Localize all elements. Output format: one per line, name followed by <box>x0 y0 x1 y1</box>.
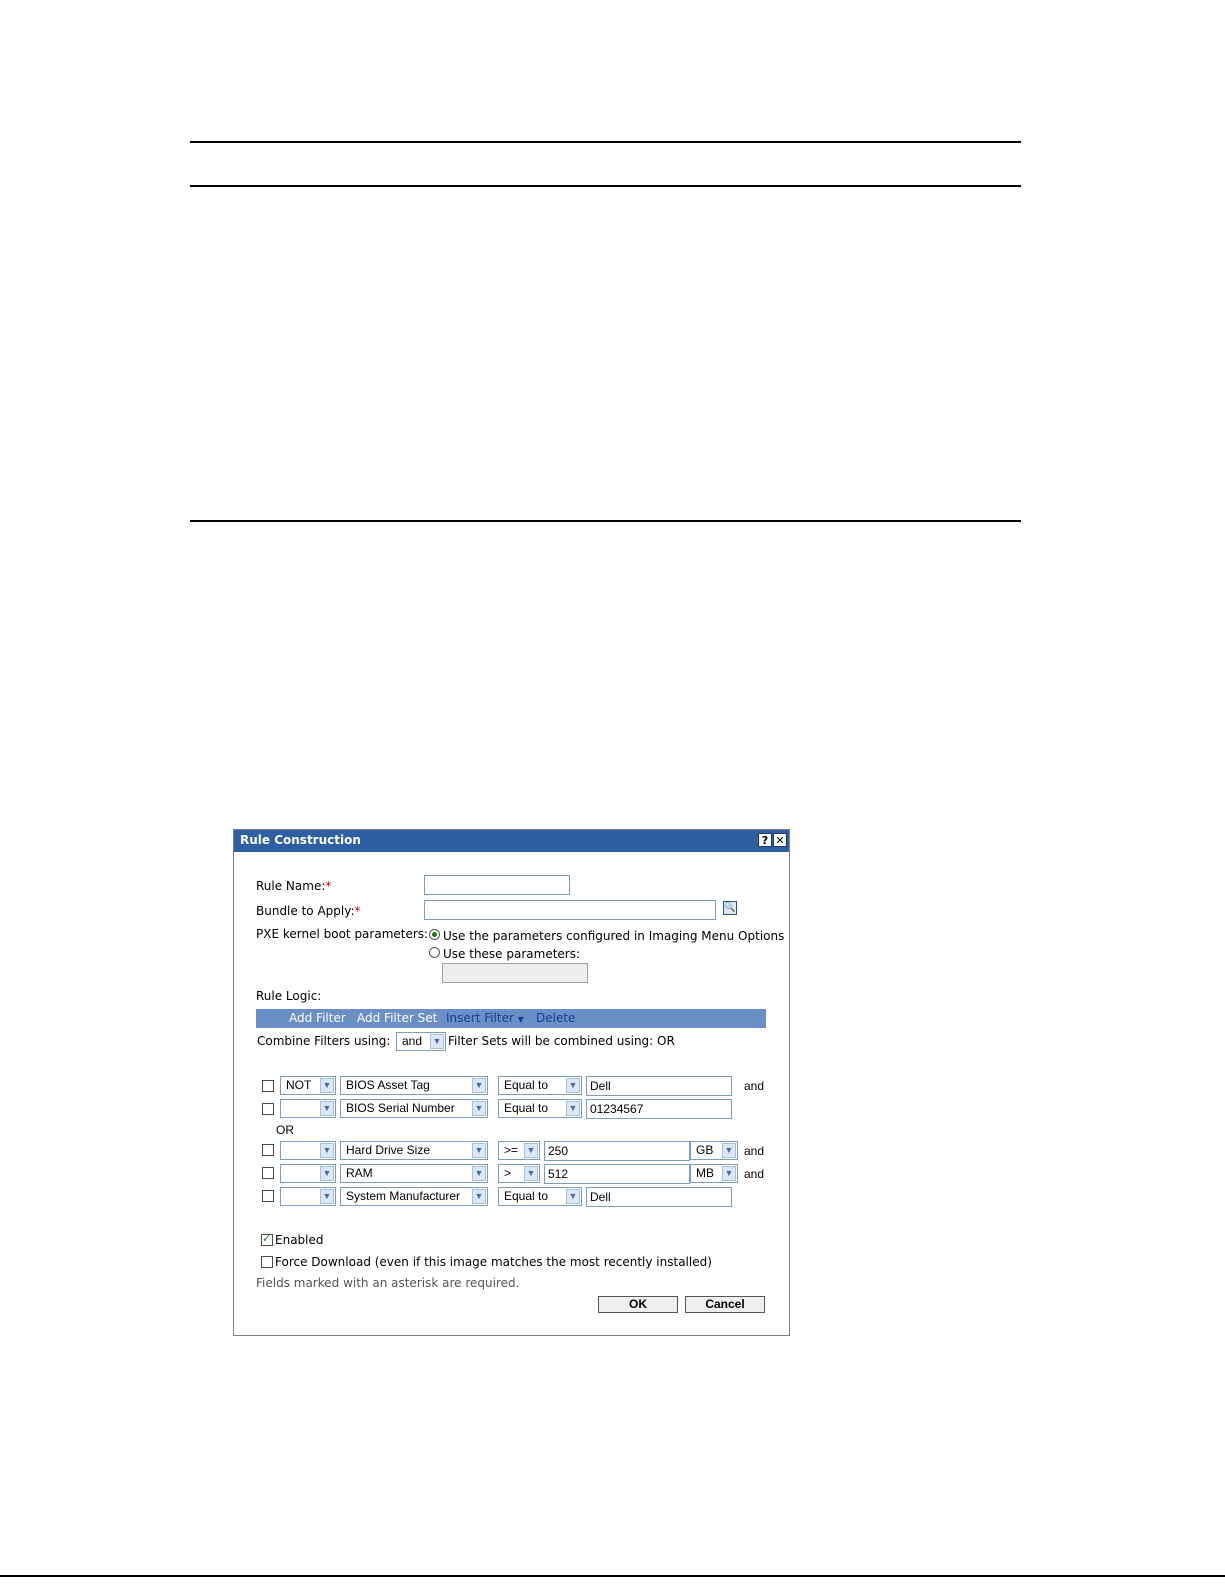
negate-select[interactable]: NOT ▼ <box>280 1076 336 1095</box>
force-download-checkbox[interactable] <box>261 1256 273 1268</box>
add-filter-set-link[interactable]: Add Filter Set <box>357 1011 438 1025</box>
pxe-configured-radio[interactable] <box>429 929 440 940</box>
browse-search-icon[interactable]: 🔍 <box>724 903 736 913</box>
chevron-down-icon: ▼ <box>566 1101 580 1116</box>
chevron-down-icon: ▼ <box>472 1101 486 1116</box>
dialog-titlebar <box>234 830 789 852</box>
operator-select[interactable]: > ▼ <box>498 1164 540 1183</box>
value-input[interactable]: Dell <box>586 1187 732 1207</box>
value-input[interactable]: Dell <box>586 1076 732 1096</box>
chevron-down-icon: ▼ <box>320 1189 334 1204</box>
filter-row-checkbox[interactable] <box>262 1103 274 1115</box>
pxe-configured-label: Use the parameters configured in Imaging Menu Options <box>443 929 785 943</box>
dialog-title: Rule Construction <box>240 833 361 847</box>
filter-sets-note: Filter Sets will be combined using: OR <box>448 1034 675 1048</box>
value-input[interactable]: 512 <box>544 1164 690 1184</box>
chevron-down-icon: ▼ <box>430 1034 444 1049</box>
rule-name-label: Rule Name:* <box>256 879 332 893</box>
operator-select[interactable]: Equal to ▼ <box>498 1187 582 1206</box>
value-input[interactable]: 01234567 <box>586 1099 732 1119</box>
conjunction-label: and <box>744 1144 765 1158</box>
field-select[interactable]: Hard Drive Size ▼ <box>340 1141 488 1160</box>
chevron-down-icon: ▼ <box>472 1143 486 1158</box>
negate-select[interactable] <box>280 1164 336 1183</box>
delete-link[interactable]: Delete <box>536 1011 576 1025</box>
rule-middle <box>190 520 1021 522</box>
pxe-custom-input[interactable] <box>442 963 588 983</box>
field-select[interactable]: BIOS Serial Number ▼ <box>340 1099 488 1118</box>
ok-button[interactable]: OK <box>598 1296 678 1313</box>
force-download-label: Force Download (even if this image matches the most recently installed) <box>275 1255 712 1269</box>
enabled-label: Enabled <box>275 1233 324 1247</box>
operator-select[interactable]: >= ▼ <box>498 1141 540 1160</box>
chevron-down-icon: ▼ <box>472 1078 486 1093</box>
required-fields-note: Fields marked with an asterisk are required. <box>256 1276 520 1290</box>
bundle-label: Bundle to Apply:* <box>256 904 361 918</box>
pxe-custom-label: Use these parameters: <box>443 947 581 961</box>
enabled-checkbox[interactable] <box>261 1234 273 1246</box>
conjunction-label: and <box>744 1167 765 1181</box>
bundle-input[interactable] <box>424 900 716 920</box>
chevron-down-icon: ▼ <box>566 1078 580 1093</box>
chevron-down-icon: ▼ <box>517 1015 524 1024</box>
pxe-label: PXE kernel boot parameters: <box>256 927 429 941</box>
combine-select[interactable]: and ▼ <box>396 1032 446 1051</box>
negate-select[interactable] <box>280 1141 336 1160</box>
filter-row-checkbox[interactable] <box>262 1167 274 1179</box>
or-separator: OR <box>276 1123 294 1137</box>
rule-top <box>190 141 1021 143</box>
unit-select[interactable]: MB ▼ <box>690 1164 738 1183</box>
field-select[interactable]: BIOS Asset Tag ▼ <box>340 1076 488 1095</box>
chevron-down-icon: ▼ <box>722 1166 736 1181</box>
pxe-custom-radio[interactable] <box>429 947 440 958</box>
filter-row-checkbox[interactable] <box>262 1080 274 1092</box>
insert-filter-menu[interactable]: Insert Filter ▼ <box>446 1011 524 1025</box>
rule-header-bottom <box>190 185 1021 187</box>
chevron-down-icon: ▼ <box>472 1166 486 1181</box>
filter-row-checkbox[interactable] <box>262 1190 274 1202</box>
operator-select[interactable]: Equal to ▼ <box>498 1076 582 1095</box>
negate-select[interactable] <box>280 1099 336 1118</box>
chevron-down-icon: ▼ <box>566 1189 580 1204</box>
unit-select[interactable]: GB ▼ <box>690 1141 738 1160</box>
chevron-down-icon: ▼ <box>320 1166 334 1181</box>
conjunction-label: and <box>744 1079 765 1093</box>
filter-toolbar <box>256 1009 766 1028</box>
chevron-down-icon: ▼ <box>722 1143 736 1158</box>
chevron-down-icon: ▼ <box>320 1143 334 1158</box>
rule-logic-label: Rule Logic: <box>256 989 322 1003</box>
chevron-down-icon: ▼ <box>320 1101 334 1116</box>
combine-label: Combine Filters using: <box>257 1034 391 1048</box>
chevron-down-icon: ▼ <box>320 1078 334 1093</box>
negate-select[interactable] <box>280 1187 336 1206</box>
cancel-button[interactable]: Cancel <box>685 1296 765 1313</box>
add-filter-link[interactable]: Add Filter <box>289 1011 346 1025</box>
help-icon[interactable]: ? <box>758 833 772 847</box>
chevron-down-icon: ▼ <box>472 1189 486 1204</box>
chevron-down-icon: ▼ <box>524 1166 538 1181</box>
filter-row-checkbox[interactable] <box>262 1144 274 1156</box>
rule-name-input[interactable] <box>424 875 570 895</box>
operator-select[interactable]: Equal to ▼ <box>498 1099 582 1118</box>
value-input[interactable]: 250 <box>544 1141 690 1161</box>
field-select[interactable]: RAM ▼ <box>340 1164 488 1183</box>
chevron-down-icon: ▼ <box>524 1143 538 1158</box>
rule-construction-dialog <box>233 829 790 1336</box>
close-icon[interactable]: ✕ <box>773 833 787 847</box>
field-select[interactable]: System Manufacturer ▼ <box>340 1187 488 1206</box>
rule-page-bottom <box>0 1575 1225 1577</box>
